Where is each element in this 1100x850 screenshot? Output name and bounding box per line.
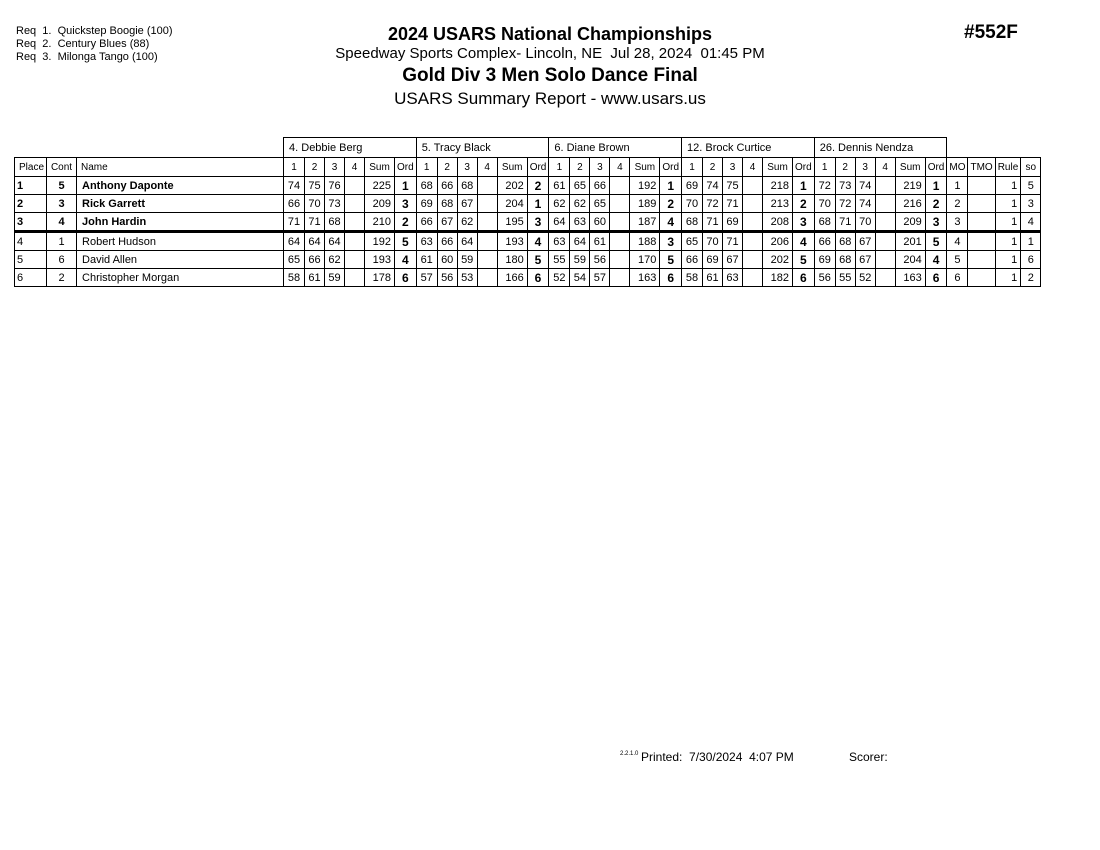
score-cell: 68 [682,213,703,232]
score-cell: 70 [855,213,875,232]
ordinal-cell: 1 [395,177,417,195]
so-cell: 2 [1021,269,1041,287]
sum-cell: 178 [365,269,395,287]
ordinal-cell: 1 [925,177,947,195]
score-cell: 67 [723,251,743,269]
column-header-judge-4-col: 2 [703,158,723,177]
place-cell: 6 [15,269,47,287]
column-header-judge-1-col: 2 [305,158,325,177]
event-number: #552F [964,22,1018,43]
score-cell: 63 [570,213,590,232]
sum-cell: 192 [630,177,660,195]
tmo-cell [968,251,995,269]
sum-cell: 202 [763,251,793,269]
score-cell: 65 [284,251,305,269]
tmo-cell [968,269,995,287]
score-cell: 52 [855,269,875,287]
place-cell: 3 [15,213,47,232]
score-cell: 66 [437,177,457,195]
column-header-judge-1-col: 1 [284,158,305,177]
ordinal-cell: 3 [925,213,947,232]
score-cell [345,251,365,269]
score-cell [875,213,895,232]
table-row [15,269,1041,287]
ordinal-cell: 5 [925,232,947,251]
printed-timestamp: Printed: 7/30/2024 4:07 PM [641,750,794,764]
score-cell [875,269,895,287]
score-cell: 69 [723,213,743,232]
column-header-judge-3-col: 2 [570,158,590,177]
sum-cell: 210 [365,213,395,232]
mo-cell: 2 [947,195,968,213]
score-cell: 70 [305,195,325,213]
column-header-judge-2-col: 3 [457,158,477,177]
mo-cell: 3 [947,213,968,232]
column-header-judge-2-col: 4 [477,158,497,177]
score-cell [743,232,763,251]
ordinal-cell: 5 [660,251,682,269]
score-cell: 68 [835,251,855,269]
ordinal-cell: 2 [793,195,815,213]
column-header-judge-1-col: 3 [325,158,345,177]
ordinal-cell: 6 [527,269,549,287]
score-cell: 53 [457,269,477,287]
score-cell: 64 [457,232,477,251]
skater-name-cell: Robert Hudson [77,232,284,251]
ordinal-cell: 1 [527,195,549,213]
score-cell: 69 [814,251,835,269]
score-cell [345,213,365,232]
column-header-judge-4-col: 3 [723,158,743,177]
score-cell: 68 [835,232,855,251]
judge-name: 5. Tracy Black [416,138,549,158]
column-header-judge-3-col: Ord [660,158,682,177]
column-header-so: so [1021,158,1041,177]
sum-cell: 202 [497,177,527,195]
skater-name-cell: John Hardin [77,213,284,232]
so-cell: 3 [1021,195,1041,213]
score-cell: 74 [284,177,305,195]
score-cell: 71 [284,213,305,232]
so-cell: 4 [1021,213,1041,232]
score-cell [875,195,895,213]
table-row [15,251,1041,269]
score-cell: 65 [570,177,590,195]
table-row [15,232,1041,251]
required-elements-list [16,25,173,64]
score-cell: 61 [590,232,610,251]
score-cell [477,213,497,232]
column-header-judge-1-col: 4 [345,158,365,177]
score-cell: 70 [682,195,703,213]
score-cell: 68 [416,177,437,195]
requirement-line: Req 2. Century Blues (88) [16,38,150,50]
score-cell: 61 [416,251,437,269]
sum-cell: 213 [763,195,793,213]
column-header-judge-4-col: Ord [793,158,815,177]
ordinal-cell: 3 [793,213,815,232]
sum-cell: 192 [365,232,395,251]
score-cell: 69 [682,177,703,195]
skater-name-cell: David Allen [77,251,284,269]
ordinal-cell: 4 [925,251,947,269]
version-mark: 2.2.1.0 [620,751,639,757]
ordinal-cell: 2 [395,213,417,232]
judge-name: 12. Brock Curtice [682,138,815,158]
score-cell: 60 [590,213,610,232]
score-cell: 74 [703,177,723,195]
score-cell: 68 [814,213,835,232]
competition-title: 2024 USARS National Championships [387,24,713,44]
score-cell: 66 [284,195,305,213]
sum-cell: 163 [630,269,660,287]
contestant-number-cell: 4 [47,213,77,232]
place-cell: 2 [15,195,47,213]
score-cell: 72 [835,195,855,213]
score-cell: 59 [325,269,345,287]
score-cell: 64 [305,232,325,251]
score-cell: 70 [703,232,723,251]
score-cell: 73 [835,177,855,195]
score-cell: 66 [437,232,457,251]
score-cell: 68 [437,195,457,213]
ordinal-cell: 3 [395,195,417,213]
score-cell: 63 [416,232,437,251]
score-cell: 63 [723,269,743,287]
score-cell: 67 [855,232,875,251]
score-cell: 67 [437,213,457,232]
rule-cell: 1 [995,269,1021,287]
so-cell: 5 [1021,177,1041,195]
score-cell: 71 [723,195,743,213]
ordinal-cell: 3 [660,232,682,251]
sum-cell: 187 [630,213,660,232]
ordinal-cell: 6 [395,269,417,287]
event-title: Gold Div 3 Men Solo Dance Final [402,65,698,86]
score-cell: 62 [570,195,590,213]
score-cell: 65 [682,232,703,251]
column-header-judge-5-col: 3 [855,158,875,177]
column-header-judge-3-col: 3 [590,158,610,177]
column-header-judge-1-col: Ord [395,158,417,177]
score-cell: 68 [457,177,477,195]
judge-header-row [15,138,1041,158]
score-cell: 65 [590,195,610,213]
place-cell: 1 [15,177,47,195]
score-cell [875,251,895,269]
score-cell [345,269,365,287]
ordinal-cell: 5 [527,251,549,269]
score-cell [610,177,630,195]
report-header [300,24,800,110]
ordinal-cell: 6 [793,269,815,287]
score-cell: 71 [305,213,325,232]
score-cell: 66 [416,213,437,232]
column-header-judge-3-col: Sum [630,158,660,177]
judge-name: 26. Dennis Nendza [814,138,947,158]
rule-cell: 1 [995,177,1021,195]
scorer-label: Scorer: [849,750,888,764]
score-cell: 70 [814,195,835,213]
sum-cell: 216 [895,195,925,213]
sum-cell: 209 [895,213,925,232]
column-header-cont: Cont [47,158,77,177]
score-cell: 55 [835,269,855,287]
mo-cell: 5 [947,251,968,269]
sum-cell: 219 [895,177,925,195]
score-cell: 64 [325,232,345,251]
score-cell: 74 [855,177,875,195]
score-cell: 56 [814,269,835,287]
sum-cell: 188 [630,232,660,251]
column-header-row [15,158,1041,177]
score-cell: 59 [570,251,590,269]
contestant-number-cell: 3 [47,195,77,213]
score-cell: 68 [325,213,345,232]
ordinal-cell: 2 [660,195,682,213]
column-header-judge-2-col: Ord [527,158,549,177]
score-cell: 55 [549,251,570,269]
score-cell: 69 [416,195,437,213]
rule-cell: 1 [995,251,1021,269]
judge-name: 4. Debbie Berg [284,138,417,158]
rule-cell: 1 [995,213,1021,232]
column-header-judge-4-col: Sum [763,158,793,177]
score-cell: 58 [284,269,305,287]
column-header-judge-3-col: 1 [549,158,570,177]
sum-cell: 163 [895,269,925,287]
score-cell: 71 [703,213,723,232]
score-cell [477,251,497,269]
tmo-cell [968,195,995,213]
sum-cell: 189 [630,195,660,213]
skater-name-cell: Christopher Morgan [77,269,284,287]
score-cell: 61 [703,269,723,287]
skater-name-cell: Rick Garrett [77,195,284,213]
ordinal-cell: 4 [660,213,682,232]
column-header-judge-5-col: 1 [814,158,835,177]
contestant-number-cell: 6 [47,251,77,269]
sum-cell: 170 [630,251,660,269]
score-cell: 62 [549,195,570,213]
score-cell: 58 [682,269,703,287]
score-cell [345,195,365,213]
sum-cell: 193 [497,232,527,251]
ordinal-cell: 2 [527,177,549,195]
score-cell: 56 [590,251,610,269]
score-cell [875,177,895,195]
score-cell: 57 [416,269,437,287]
score-cell: 71 [835,213,855,232]
score-cell: 75 [723,177,743,195]
score-cell: 64 [549,213,570,232]
sum-cell: 218 [763,177,793,195]
column-header-judge-2-col: 2 [437,158,457,177]
ordinal-cell: 4 [527,232,549,251]
column-header-place: Place [15,158,47,177]
column-header-judge-1-col: Sum [365,158,395,177]
column-header-judge-2-col: 1 [416,158,437,177]
ordinal-cell: 1 [660,177,682,195]
score-cell: 76 [325,177,345,195]
judge-name: 6. Diane Brown [549,138,682,158]
sum-cell: 193 [365,251,395,269]
score-cell: 66 [305,251,325,269]
ordinal-cell: 5 [395,232,417,251]
score-cell [610,251,630,269]
score-cell: 56 [437,269,457,287]
ordinal-cell: 2 [925,195,947,213]
score-cell: 64 [570,232,590,251]
score-cell: 73 [325,195,345,213]
column-header-judge-3-col: 4 [610,158,630,177]
tmo-cell [968,177,995,195]
score-cell [345,177,365,195]
column-header-judge-5-col: Ord [925,158,947,177]
contestant-number-cell: 1 [47,232,77,251]
place-cell: 4 [15,232,47,251]
score-cell: 61 [549,177,570,195]
column-header-name: Name [77,158,284,177]
score-cell: 62 [325,251,345,269]
score-cell: 72 [703,195,723,213]
requirement-line: Req 1. Quickstep Boogie (100) [16,25,173,37]
score-cell: 66 [590,177,610,195]
mo-cell: 4 [947,232,968,251]
score-cell [345,232,365,251]
place-cell: 5 [15,251,47,269]
score-cell [743,213,763,232]
score-cell [477,269,497,287]
venue-datetime: Speedway Sports Complex- Lincoln, NE Jul 28, 2024 01:45 PM [335,45,765,62]
sum-cell: 180 [497,251,527,269]
sum-cell: 195 [497,213,527,232]
score-cell: 72 [814,177,835,195]
score-cell: 67 [457,195,477,213]
sum-cell: 201 [895,232,925,251]
score-cell: 69 [703,251,723,269]
score-cell [610,269,630,287]
score-cell: 62 [457,213,477,232]
score-cell [477,232,497,251]
score-cell: 57 [590,269,610,287]
column-header-tmo: TMO [968,158,995,177]
score-cell [743,269,763,287]
rule-cell: 1 [995,232,1021,251]
sum-cell: 225 [365,177,395,195]
skater-name-cell: Anthony Daponte [77,177,284,195]
ordinal-cell: 5 [793,251,815,269]
mo-cell: 1 [947,177,968,195]
report-name: USARS Summary Report - www.usars.us [394,89,706,108]
score-cell [743,177,763,195]
sum-cell: 166 [497,269,527,287]
ordinal-cell: 6 [660,269,682,287]
tmo-cell [968,213,995,232]
ordinal-cell: 3 [527,213,549,232]
contestant-number-cell: 5 [47,177,77,195]
sum-cell: 204 [895,251,925,269]
score-cell: 61 [305,269,325,287]
score-cell: 60 [437,251,457,269]
score-cell [610,213,630,232]
score-cell: 74 [855,195,875,213]
results-table [14,137,1041,287]
tmo-cell [968,232,995,251]
score-cell: 54 [570,269,590,287]
score-cell [477,177,497,195]
score-cell: 66 [682,251,703,269]
score-cell: 64 [284,232,305,251]
ordinal-cell: 4 [793,232,815,251]
sum-cell: 182 [763,269,793,287]
score-cell [743,195,763,213]
score-cell [743,251,763,269]
requirement-line: Req 3. Milonga Tango (100) [16,51,158,63]
ordinal-cell: 4 [395,251,417,269]
column-header-judge-5-col: 4 [875,158,895,177]
table-row [15,177,1041,195]
column-header-judge-4-col: 4 [743,158,763,177]
sum-cell: 209 [365,195,395,213]
table-row [15,213,1041,232]
ordinal-cell: 6 [925,269,947,287]
score-cell: 71 [723,232,743,251]
ordinal-cell: 1 [793,177,815,195]
column-header-mo: MO [947,158,968,177]
contestant-number-cell: 2 [47,269,77,287]
so-cell: 6 [1021,251,1041,269]
rule-cell: 1 [995,195,1021,213]
column-header-judge-5-col: 2 [835,158,855,177]
sum-cell: 208 [763,213,793,232]
column-header-judge-4-col: 1 [682,158,703,177]
score-cell: 75 [305,177,325,195]
score-cell: 63 [549,232,570,251]
score-cell: 59 [457,251,477,269]
column-header-rule: Rule [995,158,1021,177]
score-cell [477,195,497,213]
table-row [15,195,1041,213]
score-cell [610,232,630,251]
score-cell [875,232,895,251]
column-header-judge-2-col: Sum [497,158,527,177]
column-header-judge-5-col: Sum [895,158,925,177]
sum-cell: 204 [497,195,527,213]
score-cell: 66 [814,232,835,251]
score-cell: 67 [855,251,875,269]
sum-cell: 206 [763,232,793,251]
so-cell: 1 [1021,232,1041,251]
mo-cell: 6 [947,269,968,287]
score-cell: 52 [549,269,570,287]
score-cell [610,195,630,213]
